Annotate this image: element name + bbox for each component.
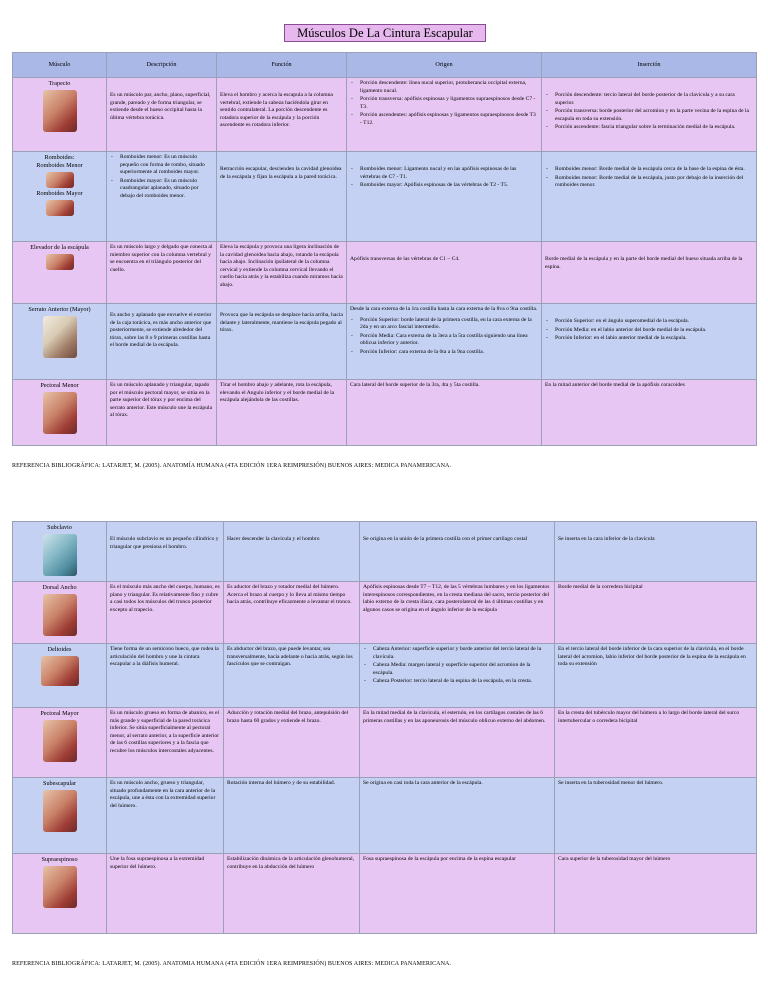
romboides-menor-image	[46, 172, 74, 188]
supraespinoso-image	[43, 866, 77, 908]
header-origen: Origen	[347, 53, 542, 78]
description-cell: Une la fosa supraespinosa a la extremidad superior del húmero.	[107, 854, 224, 934]
muscle-name: Supraespinoso	[41, 856, 78, 863]
pectoral-menor-image	[43, 392, 77, 434]
function-cell: Tirar el hombro abajo y adelante, rota la escápula, elevando el Angulo inferior y el borde medial de la escápula alejándola de las costillas.	[217, 380, 347, 446]
insertion-cell: En el tercio lateral del borde inferior de la cara superior de la clavícula, en el borde lateral del acromion, labio inferior del borde posterior de la espina de la escápula en toda su extensión	[555, 644, 757, 708]
insertion-cell: Se inserta en la tuberosidad menor del húmero.	[555, 778, 757, 854]
insertion-cell	[542, 78, 757, 152]
table-row-romboides	[13, 152, 757, 242]
insertion-cell: En la cresta del tubérculo mayor del húmero a lo largo del borde lateral del surco intertubercular o corredera bicipital	[555, 708, 757, 778]
muscle-cell	[13, 522, 107, 582]
origin-cell: En la mitad medial de la clavícula, el esternón, en los cartílagos costales de las 6 primeras costillas y en las aponeurosis del músculo oblicuo externo del abdomen.	[360, 708, 555, 778]
table-row-serrato	[13, 304, 757, 380]
muscle-cell	[13, 644, 107, 708]
pectoral-mayor-image	[43, 720, 77, 762]
muscle-name: Deltoides	[47, 646, 72, 653]
table-row-trapecio	[13, 78, 757, 152]
description-cell: Tiene forma de un semicono hueco, que rodea la articulación del hombro y une la cintura escapular a la diáfisis humeral.	[107, 644, 224, 708]
table-row-supraespinoso	[13, 854, 757, 934]
description-cell: Es un músculo grueso en forma de abanico, es el más grande y superficial de la pared torácica inferior. Se sitúa superficialmente al pectoral menor, al serrato anterior, a la superficie anterior de las 6 costillas superiores y a la fascia que recubre los músculos intercostales adyacentes.	[107, 708, 224, 778]
muscle-cell	[13, 854, 107, 934]
list-item: - Romboides mayor: Apófisis espinosas de las vértebras de T2 - T5.	[360, 182, 538, 190]
table-row-deltoides	[13, 644, 757, 708]
muscle-cell	[13, 708, 107, 778]
muscle-table-1	[12, 52, 757, 446]
insertion-cell: Se inserta en la cara inferior de la clavícula	[555, 522, 757, 582]
insertion-cell: En la mitad anterior del borde medial de la apófisis coracoides	[542, 380, 757, 446]
muscle-name: Serrato Anterior (Mayor)	[28, 306, 91, 313]
origin-cell	[347, 304, 542, 380]
description-cell: Es un músculo aplanado y triangular, tapado por el músculo pectoral mayor, se sitúa en la parte superior del tórax y por encima del serrato anterior. Este músculo une la escápula al tórax.	[107, 380, 217, 446]
origin-cell: Se origina en la unión de la primera costilla con el primer cartílago costal	[360, 522, 555, 582]
list-item: - Porción Inferior: cara externa de la 6ta a la 9na costilla.	[360, 349, 538, 357]
list-item: - Romboides menor: Borde medial de la escápula cerca de la base de la espina de ésta.	[555, 166, 753, 174]
muscle-table-2	[12, 521, 757, 934]
muscle-cell	[13, 152, 107, 242]
insertion-cell	[542, 304, 757, 380]
list-item: - Porción Media: Cara externa de la 3era a la 5ta costilla siguiendo una línea oblicua inferior y anterior.	[360, 333, 538, 348]
list-item: - Porción descendente: línea nucal superior, protuberancia occipital externa, ligamento nucal.	[360, 80, 538, 95]
function-cell: Provoca que la escápula se desplace hacia arriba, hacia delante y lateralmente, mantiene la escápula pegado al tórax.	[217, 304, 347, 380]
muscle-name: Trapecio	[48, 80, 71, 87]
function-cell: Rotación interna del húmero y de su estabilidad.	[224, 778, 360, 854]
muscle-cell	[13, 778, 107, 854]
list-item: - Porción Superior: borde lateral de la primera costilla, en la cara externa de la 2da y en un arco fascial intermedio.	[360, 317, 538, 332]
deltoides-image	[41, 656, 79, 686]
list-item: - Romboides mayor: Es un músculo cuadrangular aplanado, situado por debajo del romboides menor.	[120, 178, 213, 201]
list-item: - Porción ascendente: fascia triangular sobre la terminación medial de la escápula.	[555, 124, 753, 132]
list-item: - Cabeza Anterior: superficie superior y borde anterior del tercio lateral de la clavícula.	[373, 646, 551, 661]
bibliographic-reference-2: REFERENCIA BIBLIOGRÁFICA: LATARJET, M. (2005). ANATOMIA HUMANA (4TA EDICIÓN 1ERA REIMPRESIÓN) BUENOS AIRES: MEDICA PANAMERICANA.	[12, 961, 452, 967]
function-cell: Hacer descender la clavícula y el hombro	[224, 522, 360, 582]
list-item: - Porción Superior: en el ángulo superomedial de la escápula.	[555, 318, 753, 326]
list-item: - Porción transversa: apófisis espinosas y ligamentos supraespinosos desde C7 - T3.	[360, 96, 538, 111]
muscle-name: Pectoral Menor	[40, 382, 79, 389]
origin-cell: Se origina en casi toda la cara anterior de la escápula.	[360, 778, 555, 854]
function-cell: Estabilización dinámica de la articulación glenohumeral, contribuye en la abducción del húmero	[224, 854, 360, 934]
list-item: - Romboides menor: Borde medial de la escápula, justo por debajo de la inserción del romboides menor.	[555, 175, 753, 190]
header-descripcion: Descripción	[107, 53, 217, 78]
description-cell: El músculo subclavio es un pequeño cilíndrico y triangular que presiona el hombro.	[107, 522, 224, 582]
list-item: - Cabeza Media: margen lateral y superficie superior del acromion de la escápula.	[373, 662, 551, 677]
table-row-pectoral-menor	[13, 380, 757, 446]
muscle-name: Subclavio	[47, 524, 72, 531]
muscle-cell	[13, 304, 107, 380]
trapecio-image	[43, 90, 77, 132]
subescapular-image	[43, 790, 77, 832]
insertion-cell: Borde medial de la corredera bicipital	[555, 582, 757, 644]
table-row-elevador	[13, 242, 757, 304]
romboides-mayor-image	[46, 200, 74, 216]
muscle-group-name: Romboides:	[44, 154, 75, 161]
list-item: - Porción Media: en el labio anterior del borde medial de la escápula.	[555, 327, 753, 335]
header-musculo: Músculo	[13, 53, 107, 78]
page-title: Músculos De La Cintura Escapular	[284, 24, 486, 42]
description-cell: Es un músculo ancho, grueso y triangular, situado profundamente en la cara anterior de la escápula, une a ésta con la extremidad superior del húmero.	[107, 778, 224, 854]
origin-cell	[360, 644, 555, 708]
origin-cell	[347, 152, 542, 242]
subclavio-image	[43, 534, 77, 576]
origin-intro: Desde la cara externa de la 1ra costilla hasta la cara externa de la 8va o 9na costilla.	[350, 306, 538, 312]
origin-cell: Cara lateral del borde superior de la 3ra, 4ta y 5ta costilla.	[347, 380, 542, 446]
muscle-name: Romboides Mayor	[36, 190, 83, 197]
muscle-cell	[13, 582, 107, 644]
elevador-image	[46, 254, 74, 270]
origin-cell: Apófisis transversas de las vértebras de C1 – C4.	[347, 242, 542, 304]
origin-cell	[347, 78, 542, 152]
list-item: - Cabeza Posterior: tercio lateral de la espina de la escápula, en la cresta.	[373, 678, 551, 686]
list-item: - Porción transversa: borde posterior del acromion y en la parte vecina de la espina de la escapula en toda su extensión.	[555, 108, 753, 123]
insertion-cell	[542, 152, 757, 242]
function-cell: Retracción escapular, descienden la cavidad glenoidea de la escápula y fijan la escápula a la pared torácica.	[217, 152, 347, 242]
header-funcion: Función	[217, 53, 347, 78]
serrato-image	[43, 316, 77, 358]
table-row-pectoral-mayor	[13, 708, 757, 778]
table-header-row	[13, 53, 757, 78]
bibliographic-reference-1: REFERENCIA BIBLIOGRÁFICA: LATARJET, M. (2005). ANATOMÍA HUMANA (4TA EDICIÓN 1ERA REIMPRESIÓN) BUENOS AIRES: MEDICA PANAMERICANA.	[12, 463, 452, 469]
origin-cell: Fosa supraespinosa de la escápula por encima de la espina escapular	[360, 854, 555, 934]
function-cell: Eleva el hombro y acerca la escapula a la columna vertebral, extiende la cabeza haciéndola girar en sentido contralateral. La porción descendente es rotadora superior de la escápula y la porción ascendente es rotadora inferior.	[217, 78, 347, 152]
header-insercion: Inserción	[542, 53, 757, 78]
function-cell: Aducción y rotación medial del brazo, antepulsión del brazo hasta 60 grados y extiende el brazo.	[224, 708, 360, 778]
table-row-subescapular	[13, 778, 757, 854]
muscle-name: Subescapular	[43, 780, 76, 787]
list-item: - Romboides menor: Ligamento nucal y en las apófisis espinosas de las vértebras de C7 - T1.	[360, 166, 538, 181]
muscle-cell	[13, 78, 107, 152]
list-item: - Porción Inferior: en el labio anterior medial de la escápula.	[555, 335, 753, 343]
function-cell: Es aductor del brazo y rotador medial del húmero. Acerca el brazo al cuerpo y lo lleva al mismo tiempo hacia atrás, contribuye eficazmente a levantar el tronco.	[224, 582, 360, 644]
muscle-name: Romboides Menor	[36, 162, 83, 169]
description-cell	[107, 152, 217, 242]
list-item: - Porción ascendentes: apófisis espinosas y ligamentos supraespinosos desde T3 - T12.	[360, 112, 538, 127]
muscle-name: Dorsal Ancho	[42, 584, 77, 591]
function-cell: Es abductor del brazo, que puede levantar, sea transversalmente, hacia adelante o hacia atrás, según los fascículos que se contraigan.	[224, 644, 360, 708]
muscle-cell	[13, 380, 107, 446]
origin-cell: Apófisis espinosas desde T7 – T12, de las 5 vértebras lumbares y en los ligamentos interespinosos correspondientes, en la cresta mediana del sacro, tercio posterior del labio externo de la cresta ilíaca, cara posterolateral de las 4 últimas costillas y en algunos casos se origina en el ángulo inferior de la escápula	[360, 582, 555, 644]
description-cell: Es el músculo más ancho del cuerpo, humano, es plano y triangular. Es relativamente fino y cubre a casi todos los músculos del tronco posterior excepto al trapecio.	[107, 582, 224, 644]
function-cell: Eleva la escápula y provoca una ligera inclinación de la cavidad glenoidea hacia abajo, rotando la escápula hacia abajo. Inclinación ipsilateral de la columna cervical y extiende la columna cervical llevando el cuello hacia atrás y la estabiliza cuando miramos hacia abajo.	[217, 242, 347, 304]
table-row-dorsal-ancho	[13, 582, 757, 644]
insertion-cell: Borde medial de la escápula y en la parte del borde medial del hueso situada arriba de la espina.	[542, 242, 757, 304]
list-item: - Porción descendente: tercio lateral del borde posterior de la clavícula y a su cara superior.	[555, 92, 753, 107]
description-cell: Es ancho y aplanado que envuelve el exterior de la caja torácica, es más ancho anterior que posteriormente, se extiende alrededor del tórax, sobre las 8 o 9 primeras costillas hasta el borde medial de la escápula.	[107, 304, 217, 380]
muscle-name: Pectoral Mayor	[40, 710, 79, 717]
insertion-cell: Cara superior de la tuberosidad mayor del húmero	[555, 854, 757, 934]
dorsal-ancho-image	[43, 594, 77, 636]
description-cell: Es un músculo par, ancho, plano, superficial, grande, pareado y de forma triangular, se extiende desde el hueso occipital hasta la última vértebra torácica.	[107, 78, 217, 152]
muscle-name: Elevador de la escápula	[30, 244, 89, 251]
muscle-cell	[13, 242, 107, 304]
list-item: - Romboides menor: Es un músculo pequeño con forma de rombo, situado superiormente al romboides mayor.	[120, 154, 213, 177]
description-cell: Es un músculo largo y delgado que conecta al miembro superior con la columna vertebral y se encuentra en el triángulo posterior del cuello.	[107, 242, 217, 304]
table-row-subclavio	[13, 522, 757, 582]
